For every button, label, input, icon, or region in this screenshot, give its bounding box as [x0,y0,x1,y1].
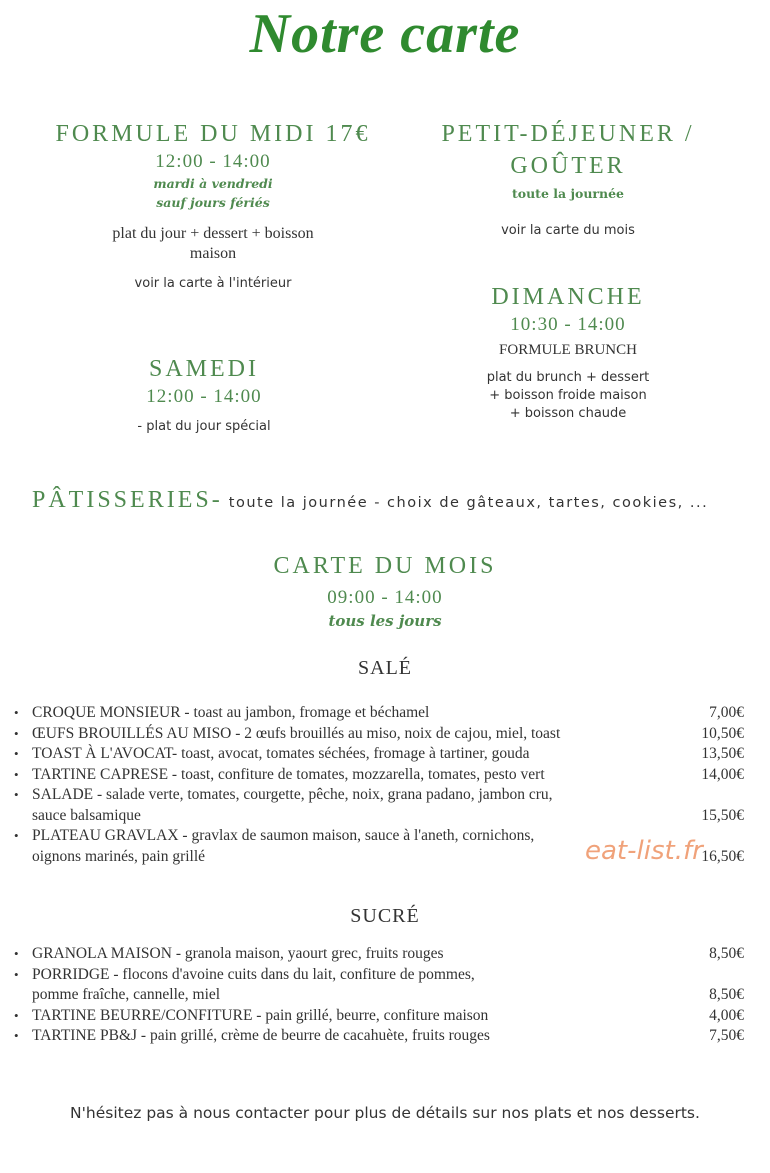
dimanche-line-1: plat du brunch + dessert [486,370,650,385]
sucre-list [14,944,746,1047]
patisseries-text: toute la journée - choix de gâteaux, tartes, cookies, ... [222,495,709,511]
formule-midi-content: plat du jour + dessert + boisson [112,225,314,242]
menu-item [14,944,746,965]
dimanche-line-2: + boisson froide maison [489,388,647,403]
dimanche-hours: 10:30 - 14:00 [510,314,626,335]
menu-item [14,965,746,1006]
menu-item-price: 13,50€ [701,745,744,762]
formule-midi-hours: 12:00 - 14:00 [155,151,271,172]
carte-du-mois-days: tous les jours [328,612,442,630]
petit-dejeuner-note: voir la carte du mois [501,223,635,238]
menu-item-price: 10,50€ [701,724,744,742]
menu-item-description: TARTINE CAPRESE - toast, confiture de tomates, mozzarella, tomates, pesto vert [32,765,545,783]
bullet-icon: • [14,966,19,982]
menu-item-description: GRANOLA MAISON - granola maison, yaourt grec, fruits rouges [32,945,444,962]
bullet-icon: • [14,746,19,761]
menu-item-price: 14,00€ [701,765,744,783]
menu-item-price: 15,50€ [701,806,744,824]
menu-item-description: TARTINE PB&J - pain grillé, crème de beurre de cacahuète, fruits rouges [32,1027,490,1044]
menu-item [14,785,746,826]
menu-item-description: SALADE - salade verte, tomates, courgette, pêche, noix, grana padano, jambon cru, [32,786,553,803]
menu-item-description: TOAST À L'AVOCAT- toast, avocat, tomates séchées, fromage à tartiner, gouda [32,745,530,762]
samedi-block [24,353,384,436]
formule-midi-note: voir la carte à l'intérieur [134,276,292,291]
menu-item-description: PLATEAU GRAVLAX - gravlax de saumon maison, sauce à l'aneth, cornichons, [32,827,535,844]
menu-item [14,703,746,724]
sale-title: SALÉ [358,657,412,679]
petit-dejeuner-subtitle: toute la journée [511,186,624,201]
petit-dejeuner-heading-1: PETIT-DÉJEUNER / [441,121,695,147]
samedi-heading: SAMEDI [148,356,259,382]
menu-item-description-cont: sauce balsamique [32,806,141,824]
bullet-icon: • [14,1007,19,1023]
menu-item-price: 8,50€ [709,986,744,1003]
bullet-icon: • [14,766,19,782]
bullet-icon: • [14,828,19,843]
formule-midi-days: mardi à vendredi [153,176,273,191]
menu-item [14,744,746,765]
menu-item-description-cont: oignons marinés, pain grillé [32,847,206,865]
samedi-hours: 12:00 - 14:00 [146,386,262,407]
formule-midi-heading: FORMULE DU MIDI 17€ [55,121,371,147]
patisseries-heading: PÂTISSERIES- [32,487,223,513]
footer-note: N'hésitez pas à nous contacter pour plus de détails sur nos plats et nos desserts. [70,1104,700,1122]
menu-item-description: ŒUFS BROUILLÉS AU MISO - 2 œufs brouillés au miso, noix de cajou, miel, toast [32,724,561,742]
menu-item-price: 7,50€ [709,1027,744,1044]
patisseries-line [32,487,762,514]
formule-midi-block [24,118,402,293]
dimanche-block [388,281,748,423]
watermark: eat-list.fr [585,836,703,866]
carte-du-mois-block [0,550,770,632]
menu-item-description-cont: pomme fraîche, cannelle, miel [32,986,221,1003]
dimanche-heading: DIMANCHE [491,284,645,310]
menu-item [14,1006,746,1027]
menu-item-description: PORRIDGE - flocons d'avoine cuits dans du lait, confiture de pommes, [32,965,475,983]
bullet-icon: • [14,725,19,741]
bullet-icon: • [14,946,19,961]
petit-dejeuner-heading-2: GOÛTER [510,153,626,179]
menu-item-description: TARTINE BEURRE/CONFITURE - pain grillé, beurre, confiture maison [32,1006,489,1024]
bullet-icon: • [14,787,19,802]
menu-item [14,765,746,786]
bullet-icon: • [14,705,19,720]
page-title: Notre carte [249,3,521,65]
menu-item-description: CROQUE MONSIEUR - toast au jambon, fromage et béchamel [32,704,430,721]
sucre-title: SUCRÉ [350,905,420,927]
formule-midi-content-2: maison [189,245,237,262]
carte-du-mois-heading: CARTE DU MOIS [273,553,497,579]
samedi-note: - plat du jour spécial [137,419,271,434]
menu-item-price: 16,50€ [701,847,744,865]
dimanche-formule: FORMULE BRUNCH [499,342,637,358]
menu-item [14,724,746,745]
menu-item [14,1026,746,1047]
menu-item-price: 7,00€ [709,704,744,721]
formule-midi-except: sauf jours fériés [156,195,270,210]
dimanche-line-3: + boisson chaude [509,406,627,421]
menu-item-price: 8,50€ [709,945,744,962]
petit-dejeuner-block [388,118,748,240]
bullet-icon: • [14,1028,19,1043]
carte-du-mois-hours: 09:00 - 14:00 [327,587,443,608]
menu-item-price: 4,00€ [709,1006,744,1024]
